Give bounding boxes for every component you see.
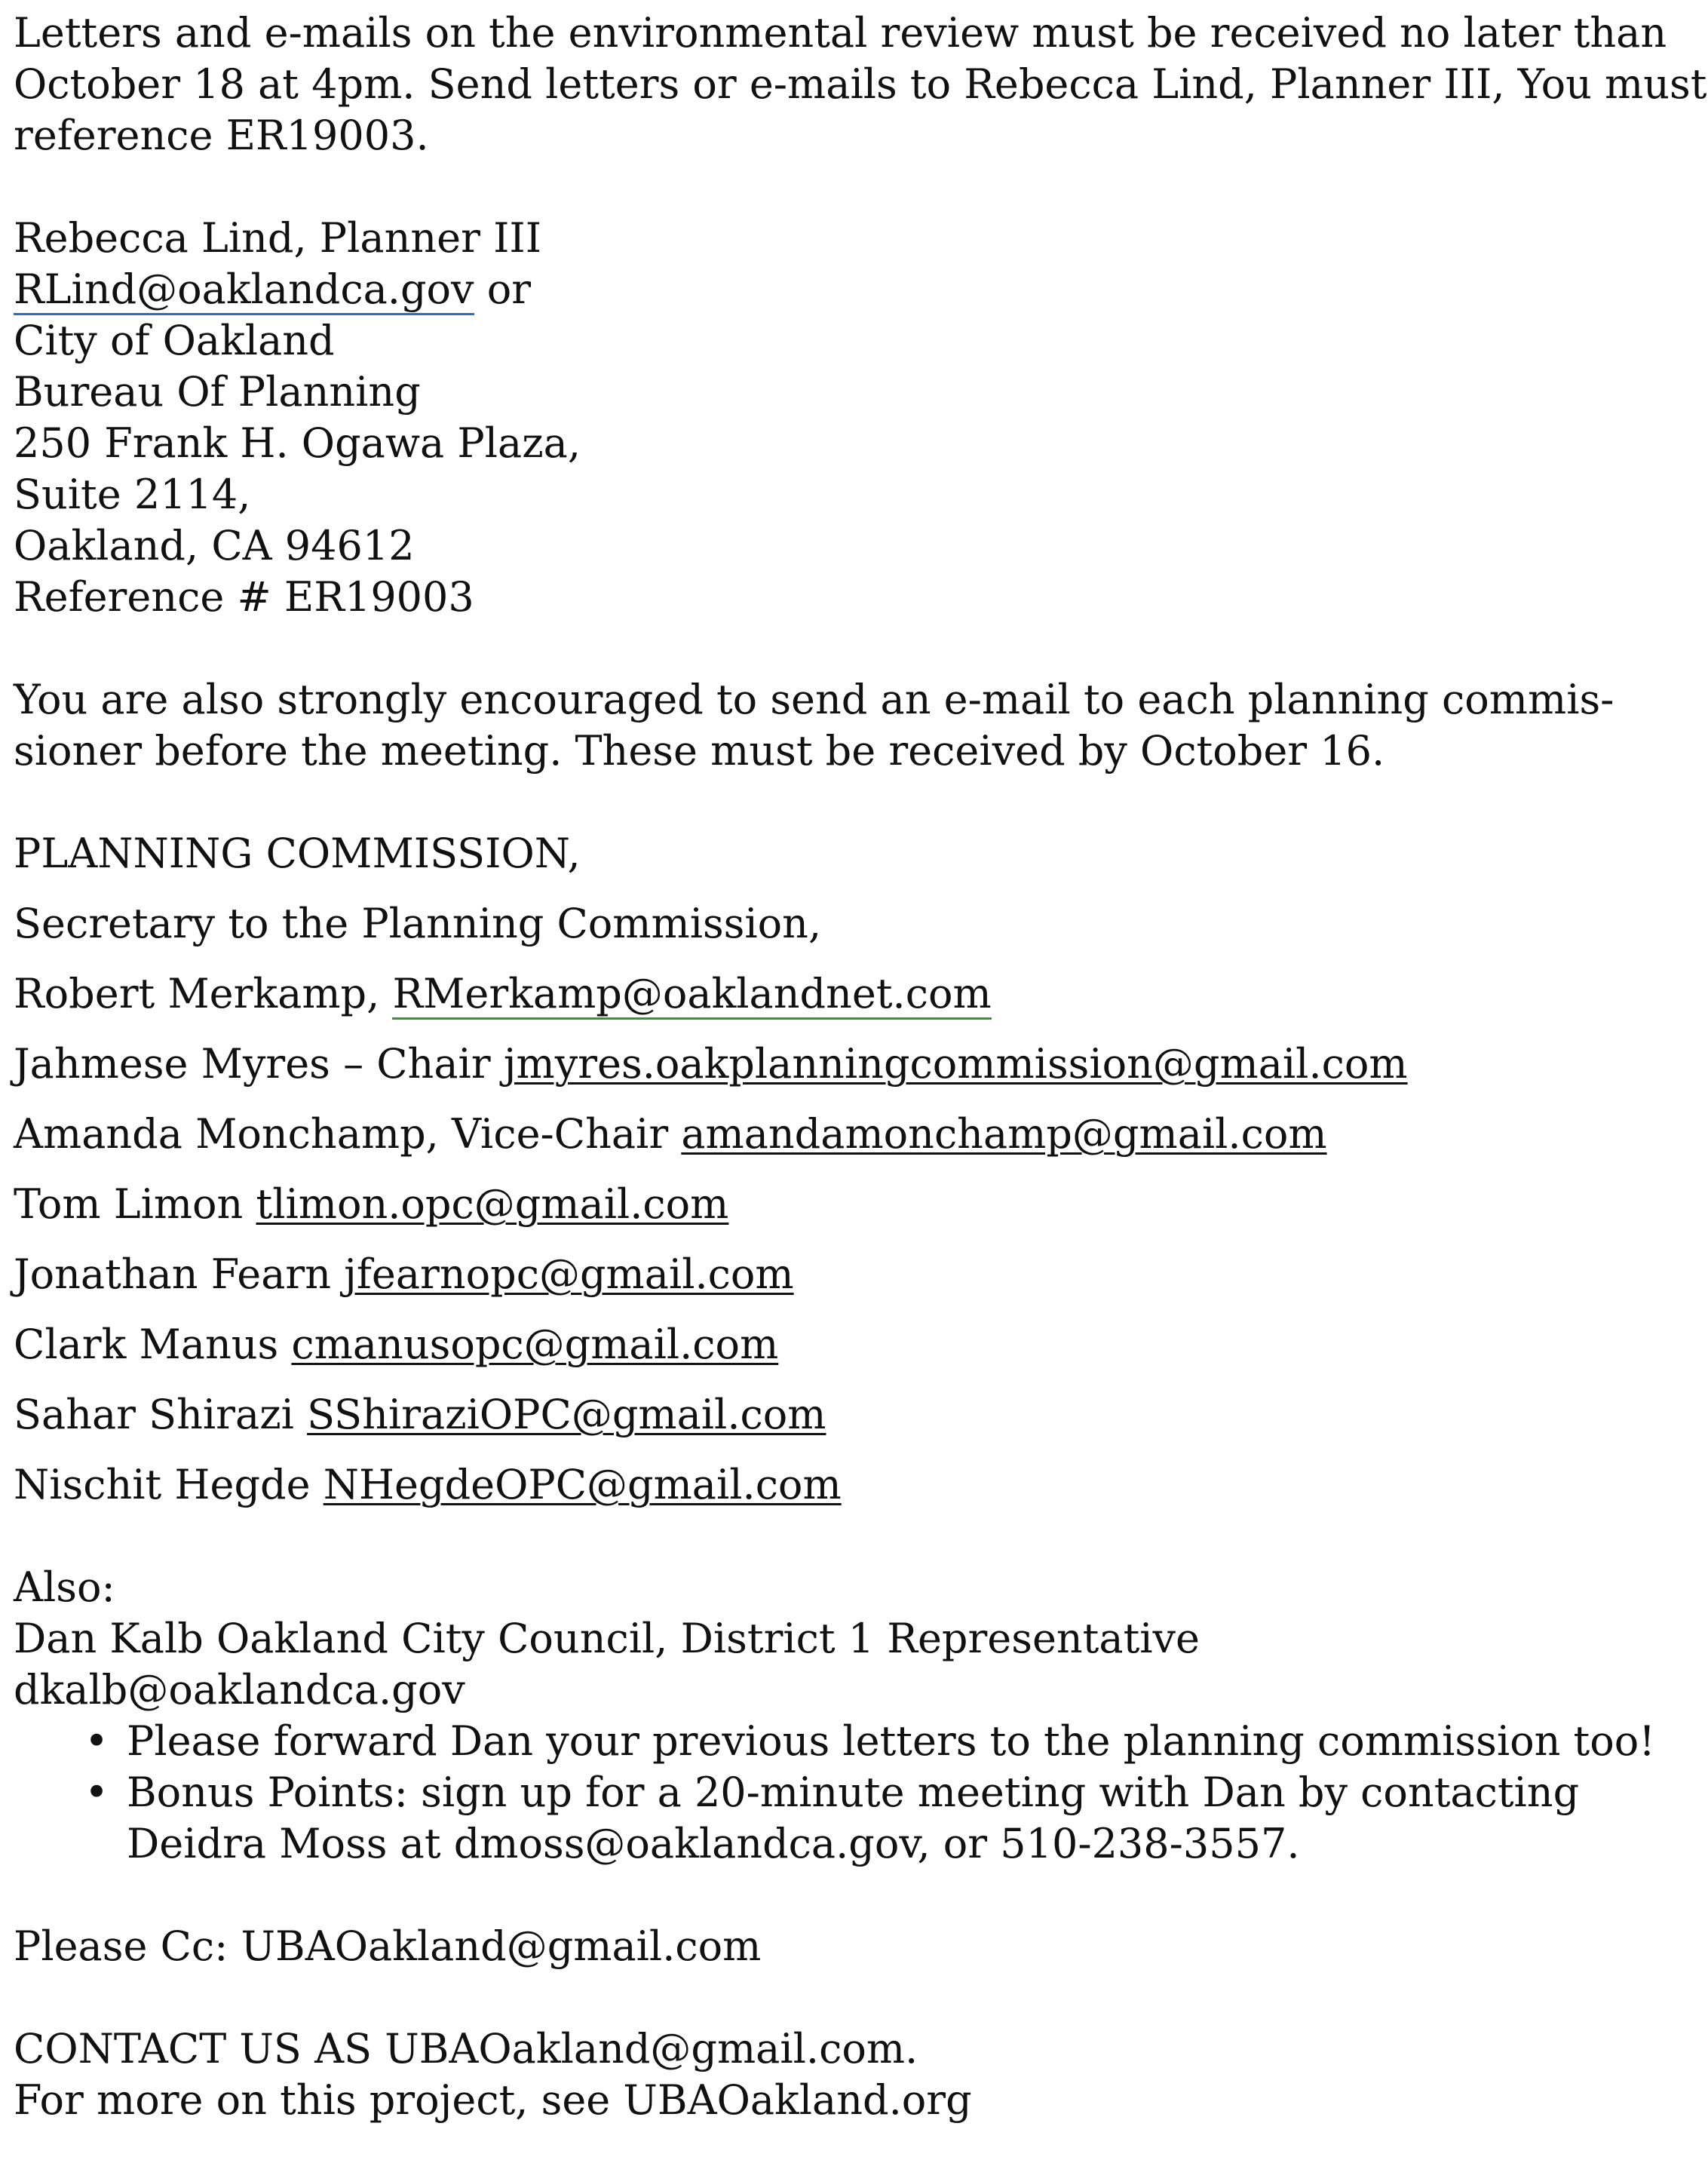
- also-section: [14, 1562, 1695, 1870]
- bullet-icon: •: [84, 1717, 109, 1765]
- member-row: [14, 1249, 1695, 1300]
- spacer: [14, 1529, 1695, 1562]
- encourage-line-2: sioner before the meeting. These must be received by October 16.: [14, 727, 1385, 775]
- address-reference: Reference # ER19003: [14, 573, 474, 621]
- address-email-suffix: or: [474, 265, 532, 313]
- address-city: City of Oakland: [14, 317, 335, 364]
- council-member: Dan Kalb Oakland City Council, District 1 Representative: [14, 1615, 1201, 1662]
- member-name: Jahmese Myres – Chair: [14, 1040, 504, 1088]
- secretary-label: Secretary to the Planning Commission,: [14, 900, 822, 947]
- member-email-link[interactable]: RMerkamp@oaklandnet.com: [392, 970, 991, 1020]
- rlind-email-link[interactable]: RLind@oaklandca.gov: [14, 265, 474, 315]
- member-email-link[interactable]: cmanusopc@gmail.com: [291, 1321, 779, 1368]
- spacer: [14, 1870, 1695, 1921]
- spacer: [14, 777, 1695, 828]
- document-body: [14, 8, 1707, 2126]
- spacer: [14, 1972, 1695, 2023]
- intro-line-3: reference ER19003.: [14, 112, 429, 159]
- address-bureau: Bureau Of Planning: [14, 368, 421, 416]
- commission-heading: PLANNING COMMISSION,: [14, 830, 581, 877]
- member-row: [14, 1319, 1695, 1370]
- member-email-link[interactable]: SShiraziOPC@gmail.com: [307, 1391, 826, 1438]
- address-street: 250 Frank H. Ogawa Plaza,: [14, 419, 581, 467]
- cc-text: Please Cc: UBAOakland@gmail.com: [14, 1922, 762, 1970]
- contact-line-2: For more on this project, see UBAOakland.org: [14, 2076, 972, 2124]
- encourage-line-1: You are also strongly encouraged to send an e-mail to each planning commis-: [14, 676, 1614, 723]
- member-name: Robert Merkamp,: [14, 970, 393, 1017]
- encourage-paragraph: [14, 674, 1695, 777]
- bullet-text: Please forward Dan your previous letters to the planning commission too!: [127, 1717, 1655, 1765]
- list-item: [14, 1767, 1695, 1870]
- cc-line: [14, 1921, 1695, 1972]
- commission-roster: [14, 828, 1695, 1511]
- member-name: Tom Limon: [14, 1180, 256, 1228]
- member-row: [14, 1039, 1695, 1090]
- member-email-link[interactable]: jfearnopc@gmail.com: [344, 1250, 794, 1298]
- address-citystate: Oakland, CA 94612: [14, 522, 415, 569]
- member-email-link[interactable]: NHegdeOPC@gmail.com: [323, 1461, 842, 1508]
- member-email-link[interactable]: tlimon.opc@gmail.com: [256, 1180, 729, 1228]
- spacer: [14, 161, 1695, 213]
- bullet-icon: •: [84, 1769, 109, 1816]
- member-name: Nischit Hegde: [14, 1461, 324, 1508]
- address-suite: Suite 2114,: [14, 471, 251, 518]
- intro-line-2: October 18 at 4pm. Send letters or e-mails to Rebecca Lind, Planner III, You must: [14, 60, 1707, 108]
- member-name: Jonathan Fearn: [14, 1250, 345, 1298]
- address-name: Rebecca Lind, Planner III: [14, 214, 542, 262]
- intro-line-1: Letters and e-mails on the environmental review must be received no later than: [14, 9, 1667, 57]
- also-label: Also:: [14, 1563, 115, 1611]
- member-row: [14, 968, 1695, 1020]
- member-name: Amanda Monchamp, Vice-Chair: [14, 1110, 682, 1158]
- address-email-line: [14, 264, 1695, 315]
- bullet-text: Bonus Points: sign up for a 20-minute meeting with Dan by contacting: [127, 1769, 1580, 1816]
- member-email-link[interactable]: jmyres.oakplanningcommission@gmail.com: [503, 1040, 1408, 1088]
- contact-line-1: CONTACT US AS UBAOakland@gmail.com.: [14, 2025, 918, 2072]
- member-row: [14, 1179, 1695, 1230]
- list-item: [14, 1716, 1695, 1767]
- member-email-link[interactable]: amandamonchamp@gmail.com: [681, 1110, 1327, 1158]
- member-row: [14, 1389, 1695, 1440]
- member-name: Clark Manus: [14, 1321, 292, 1368]
- mailing-address: [14, 213, 1695, 623]
- council-email: dkalb@oaklandca.gov: [14, 1666, 465, 1714]
- spacer: [14, 623, 1695, 674]
- bullet-text: Deidra Moss at dmoss@oaklandca.gov, or 510-238-3557.: [127, 1820, 1300, 1867]
- also-bullet-list: [14, 1716, 1695, 1870]
- intro-paragraph: [14, 8, 1707, 161]
- member-row: [14, 1459, 1695, 1511]
- member-row: [14, 1109, 1695, 1160]
- member-name: Sahar Shirazi: [14, 1391, 308, 1438]
- contact-section: [14, 2023, 1695, 2126]
